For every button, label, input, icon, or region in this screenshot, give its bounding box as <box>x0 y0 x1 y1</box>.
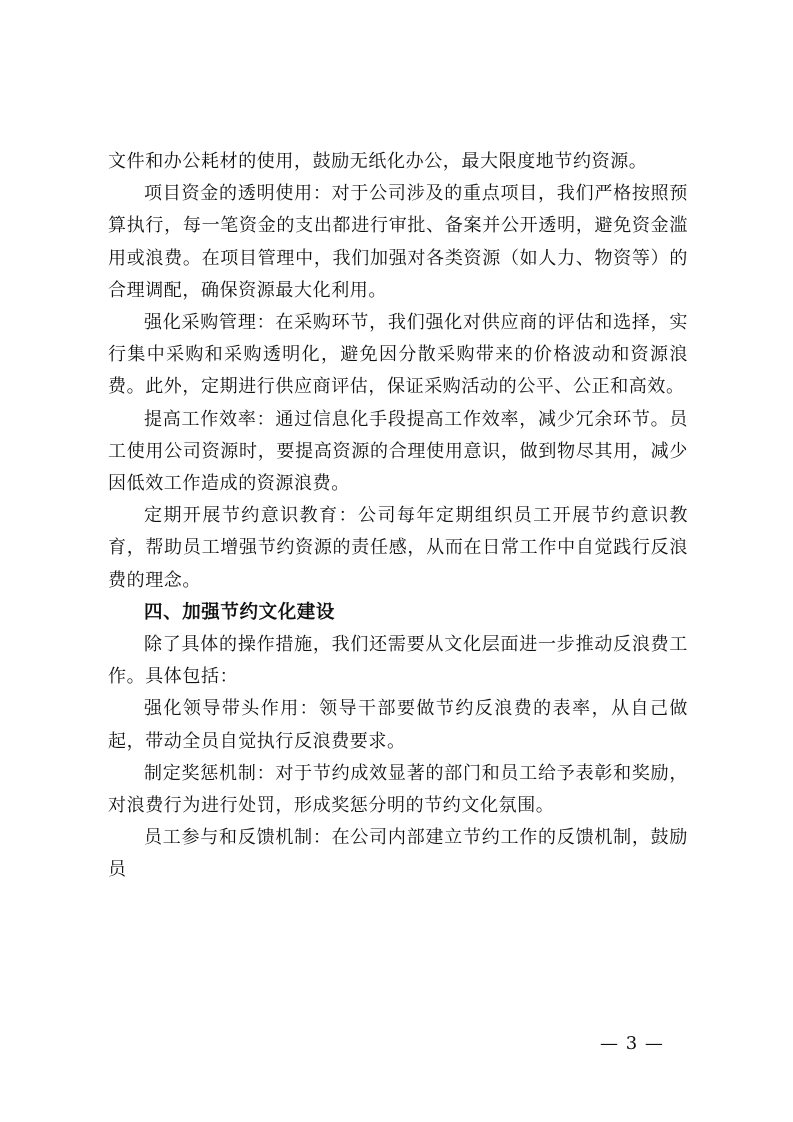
paragraph-reward-mechanism: 制定奖惩机制：对于节约成效显著的部门和员工给予表彰和奖励，对浪费行为进行处罚，形成奖惩分明的节约文化氛围。 <box>108 762 688 817</box>
paragraph-saving-education: 定期开展节约意识教育：公司每年定期组织员工开展节约意识教育，帮助员工增强节约资源的责任感，从而在日常工作中自觉践行反浪费的理念。 <box>108 505 688 591</box>
paragraph-continuation: 文件和办公耗材的使用，鼓励无纸化办公，最大限度地节约资源。 <box>108 151 648 172</box>
paragraph-leadership: 强化领导带头作用：领导干部要做节约反浪费的表率，从自己做起，带动全员自觉执行反浪费要求。 <box>108 698 688 752</box>
paragraph-feedback-mechanism: 员工参与和反馈机制：在公司内部建立节约工作的反馈机制，鼓励员 <box>108 827 688 881</box>
paragraph-procurement: 强化采购管理：在采购环节，我们强化对供应商的评估和选择，实行集中采购和采购透明化，避免因分散采购带来的价格波动和资源浪费。此外，定期进行供应商评估，保证采购活动的公平、公正和高效。 <box>108 312 688 398</box>
paragraph-project-funds: 项目资金的透明使用：对于公司涉及的重点项目，我们严格按照预算执行，每一笔资金的支出都进行审批、备案并公开透明，避免资金滥用或浪费。在项目管理中，我们加强对各类资源（如人力、物资等）的合理调配，确保资源最大化利用。 <box>108 183 688 301</box>
document-body <box>108 146 688 887</box>
page-number: — 3 — <box>600 1033 664 1054</box>
paragraph-culture-intro: 除了具体的操作措施，我们还需要从文化层面进一步推动反浪费工作。具体包括： <box>108 634 688 688</box>
section-heading: 四、加强节约文化建设 <box>144 601 336 623</box>
paragraph-work-efficiency: 提高工作效率：通过信息化手段提高工作效率，减少冗余环节。员工使用公司资源时，要提高资源的合理使用意识，做到物尽其用，减少因低效工作造成的资源浪费。 <box>108 408 688 495</box>
